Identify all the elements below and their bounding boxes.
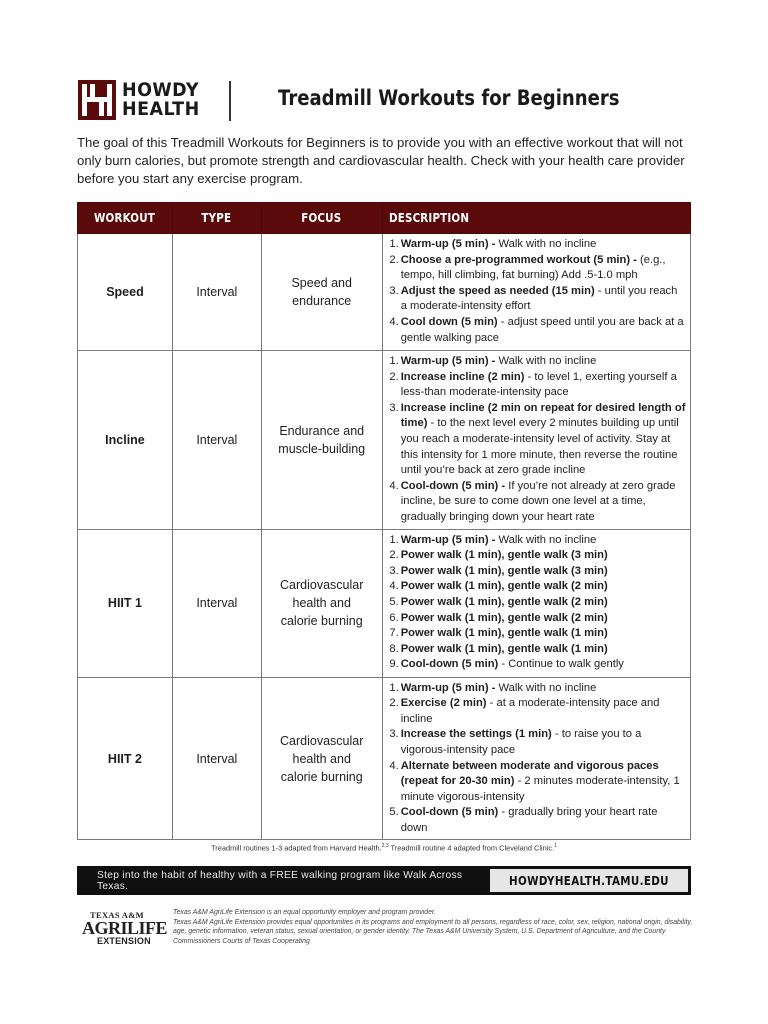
step-label: Cool-down (5 min)	[400, 658, 499, 671]
description-cell	[382, 351, 690, 530]
step-text: - to level 1, exerting yourself a less-than moderate-intensity pace	[400, 370, 677, 399]
type-cell: Interval	[172, 529, 261, 677]
list-item	[387, 370, 686, 401]
step-text: If you’re not already at zero grade incline, be sure to come down one level at a time, gradually bringing down your heart rate	[400, 479, 676, 523]
list-item	[387, 564, 686, 580]
description-cell	[382, 677, 690, 840]
footer-disclaimer: Texas A&M AgriLife Extension is an equal opportunity employer and program provider. Texas A&M AgriLife Extension provides equal opportunities in its programs and employment to all persons, regardless of race, color, sex, religion, national origin, disability, age, genetic information, veteran status, sexual orientation, or gender identity. The Texas A&M University System, U.S. Department of Agriculture, and the County Commissioners Courts of Texas Cooperating	[173, 909, 693, 945]
step-number: 3.	[389, 401, 399, 414]
step-text: - gradually bring your heart rate down	[400, 806, 658, 834]
step-label: Power walk (1 min), gentle walk (3 min)	[400, 549, 608, 562]
list-item	[387, 626, 686, 642]
workout-name-cell: HIIT 1	[78, 529, 173, 677]
step-number: 4.	[389, 479, 399, 492]
list-item	[387, 533, 686, 549]
step-number: 8.	[389, 642, 399, 655]
list-item	[387, 479, 686, 526]
list-item	[387, 696, 686, 727]
logo-word-howdy: HOWDY	[122, 79, 199, 101]
step-number: 3.	[389, 728, 399, 741]
focus-cell: Cardiovascular health and calorie burning	[261, 529, 382, 677]
step-number: 5.	[389, 806, 399, 819]
step-number: 4.	[389, 759, 399, 772]
step-number: 2.	[389, 697, 399, 710]
step-text: Walk with no incline	[495, 681, 597, 694]
type-cell: Interval	[172, 351, 261, 530]
step-number: 2.	[389, 370, 399, 383]
step-text: - to raise you to a vigorous-intensity pace	[400, 728, 642, 756]
steps-list	[387, 681, 686, 837]
step-number: 3.	[389, 564, 399, 577]
list-item	[387, 595, 686, 611]
step-label: Cool-down (5 min) -	[400, 479, 506, 492]
step-number: 1.	[389, 681, 399, 694]
promo-banner	[77, 866, 691, 895]
step-label: Exercise (2 min)	[400, 697, 487, 710]
step-number: 4.	[389, 580, 399, 593]
description-cell	[382, 529, 690, 677]
type-cell: Interval	[172, 234, 261, 351]
workout-name-cell: Incline	[78, 351, 173, 530]
list-item	[387, 579, 686, 595]
footer	[78, 907, 692, 951]
step-text: - to the next level every 2 minutes building up until you reach a moderate-intensity level of activity. Stay at this intensity for 1 more minute, then reverse the routine until you’re back at zero grade incline	[400, 417, 679, 477]
table-row	[78, 529, 691, 677]
step-text: - at a moderate-intensity pace and incline	[400, 697, 660, 725]
step-label: Warm-up (5 min) -	[400, 238, 496, 250]
focus-cell: Endurance and muscle-building	[261, 351, 382, 530]
steps-list	[387, 354, 686, 526]
workout-name-cell: Speed	[78, 234, 173, 351]
list-item	[387, 727, 686, 758]
list-item	[387, 548, 686, 564]
list-item	[387, 284, 686, 315]
description-cell	[382, 234, 690, 351]
step-number: 2.	[389, 549, 399, 562]
step-label: Warm-up (5 min) -	[400, 355, 496, 367]
header-description: DESCRIPTION	[382, 203, 690, 234]
step-label: Power walk (1 min), gentle walk (2 min)	[400, 595, 608, 608]
table-row	[78, 677, 691, 840]
step-label: Power walk (1 min), gentle walk (1 min)	[400, 627, 608, 640]
howdy-health-logo	[78, 80, 206, 120]
step-label: Warm-up (5 min) -	[400, 533, 496, 546]
list-item	[387, 681, 686, 697]
step-number: 2.	[389, 253, 399, 266]
step-number: 3.	[389, 284, 399, 297]
page-title: Treadmill Workouts for Beginners	[278, 86, 620, 110]
step-text: Walk with no incline	[495, 533, 597, 546]
step-label: Alternate between moderate and vigorous paces (repeat for 20-30 min)	[400, 759, 659, 788]
list-item	[387, 401, 686, 479]
step-number: 7.	[389, 627, 399, 640]
step-number: 1.	[389, 355, 399, 367]
step-label: Power walk (1 min), gentle walk (3 min)	[400, 564, 608, 577]
source-note: Treadmill routines 1-3 adapted from Harvard Health.$^{2,3}$ Treadmill routine 4 adapted from Cleveland Clinic.$^1$	[211, 843, 557, 853]
steps-list	[387, 533, 686, 673]
step-label: Cool-down (5 min)	[400, 806, 499, 819]
table-row	[78, 234, 691, 351]
header-type: TYPE	[172, 203, 261, 234]
table-header-row	[78, 203, 691, 234]
agrilife-extension-logo: TEXAS A&M AGRILIFE EXTENSION	[82, 910, 168, 946]
step-text: (e.g., tempo, hill climbing, fat burning) Add .5-1.0 mph	[400, 253, 666, 282]
list-item	[387, 354, 686, 370]
logo-word-health: HEALTH	[122, 98, 200, 120]
step-label: Power walk (1 min), gentle walk (1 min)	[400, 642, 608, 655]
workout-name-cell: HIIT 2	[78, 677, 173, 840]
step-text: - 2 minutes moderate-intensity, 1 minute vigorous-intensity	[400, 775, 680, 803]
step-number: 6.	[389, 611, 399, 624]
step-text: - until you reach a moderate-intensity effort	[400, 284, 678, 313]
list-item	[387, 805, 686, 836]
step-label: Power walk (1 min), gentle walk (2 min)	[400, 611, 608, 624]
banner-text: Step into the habit of healthy with a FREE walking program like Walk Across Texas.	[97, 869, 463, 892]
step-text: Walk with no incline	[495, 238, 597, 250]
list-item	[387, 237, 686, 253]
list-item	[387, 611, 686, 627]
step-number: 4.	[389, 315, 399, 328]
header-workout: WORKOUT	[78, 203, 173, 234]
list-item	[387, 657, 686, 673]
type-cell: Interval	[172, 677, 261, 840]
step-label: Cool down (5 min)	[400, 315, 498, 328]
focus-cell: Speed and endurance	[261, 234, 382, 351]
step-label: Power walk (1 min), gentle walk (2 min)	[400, 580, 608, 593]
list-item	[387, 759, 686, 806]
step-text: - Continue to walk gently	[498, 658, 624, 671]
step-number: 1.	[389, 533, 399, 546]
step-text: - adjust speed until you are back at a gentle walking pace	[400, 315, 684, 344]
step-label: Choose a pre-programmed workout (5 min) -	[400, 253, 637, 266]
step-label: Warm-up (5 min) -	[400, 681, 496, 694]
step-text: Walk with no incline	[495, 355, 597, 367]
focus-cell: Cardiovascular health and calorie burning	[261, 677, 382, 840]
header-focus: FOCUS	[261, 203, 382, 234]
website-link[interactable]: HOWDYHEALTH.TAMU.EDU	[490, 869, 688, 892]
header-divider	[229, 81, 231, 121]
step-number: 1.	[389, 238, 399, 250]
step-number: 5.	[389, 595, 399, 608]
step-label: Increase incline (2 min)	[400, 370, 525, 383]
logo-wordmark	[122, 81, 200, 119]
howdy-health-logo-icon	[78, 80, 116, 120]
page-header	[78, 78, 690, 122]
step-label: Adjust the speed as needed (15 min)	[400, 284, 595, 297]
list-item	[387, 253, 686, 284]
step-label: Increase the settings (1 min)	[400, 728, 552, 741]
step-label: Increase incline (2 min on repeat for desired length of time)	[400, 401, 686, 430]
workouts-table	[77, 202, 691, 840]
step-number: 9.	[389, 658, 399, 671]
table-row	[78, 351, 691, 530]
intro-paragraph: The goal of this Treadmill Workouts for Beginners is to provide you with an effective workout that will not only burn calories, but promote strength and cardiovascular health. Check with your health care provider before you start any exercise program.	[77, 135, 685, 186]
steps-list	[387, 237, 686, 346]
list-item	[387, 315, 686, 346]
list-item	[387, 642, 686, 658]
